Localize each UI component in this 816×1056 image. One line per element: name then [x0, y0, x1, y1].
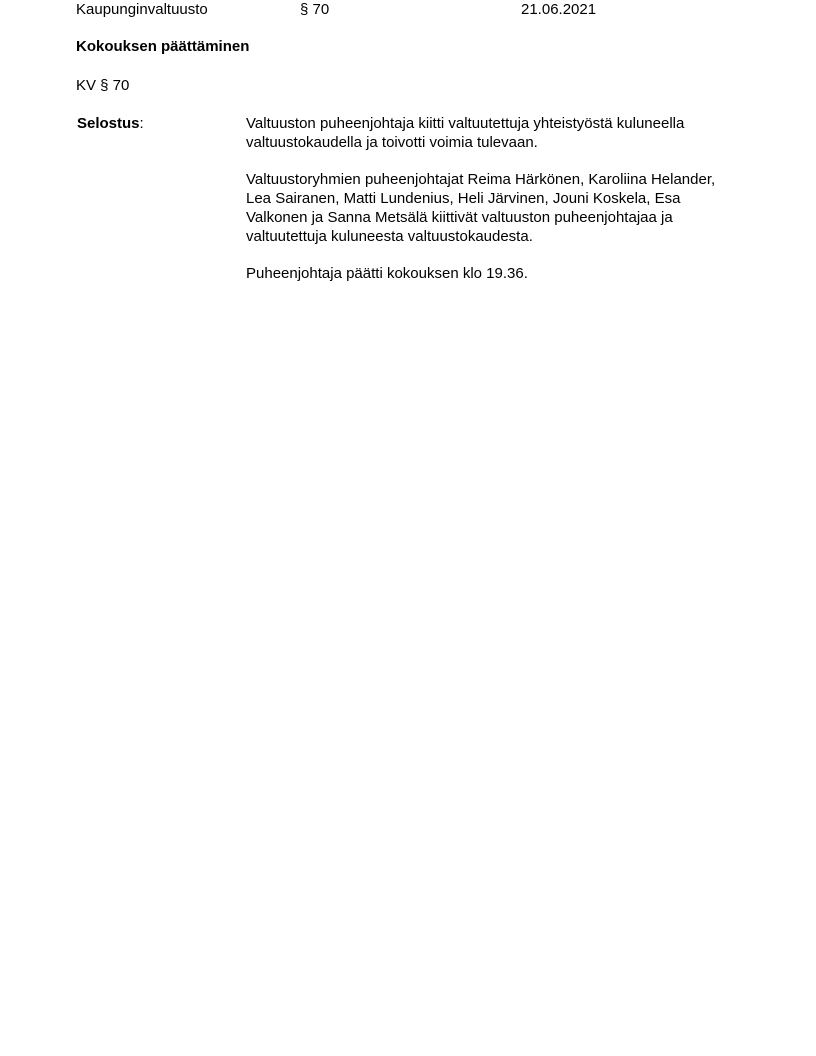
statement-label [77, 114, 144, 133]
header-section-number: § 70 [300, 1, 330, 18]
header-body-name: Kaupunginvaltuusto [76, 1, 208, 18]
statement-label-text: Selostus [77, 115, 140, 132]
page-title: Kokouksen päättäminen [76, 38, 250, 55]
statement-paragraph-3 [246, 264, 738, 283]
paragraph-text: Valtuuston puheenjohtaja kiitti valtuutettuja yhteistyöstä kuluneella valtuustokaudella ja toivotti voimia tulevaan. [246, 115, 685, 151]
paragraph-text: Puheenjohtaja päätti kokouksen klo 19.36. [246, 265, 528, 282]
document-header [76, 0, 776, 20]
statement-label-colon: : [139, 115, 144, 132]
header-date: 21.06.2021 [521, 1, 597, 18]
statement-paragraph-2 [246, 170, 738, 246]
paragraph-text: Valtuustoryhmien puheenjohtajat Reima Härkönen, Karoliina Helander, Lea Sairanen, Matti Lundenius, Heli Järvinen, Jouni Koskela, Esa Valkonen ja Sanna Metsälä kiittivät valtuuston puheenjohtajaa ja valtuutettuja kuluneesta valtuustokaudesta. [246, 171, 716, 245]
statement-paragraph-1 [246, 114, 738, 152]
section-reference: KV § 70 [76, 77, 130, 94]
